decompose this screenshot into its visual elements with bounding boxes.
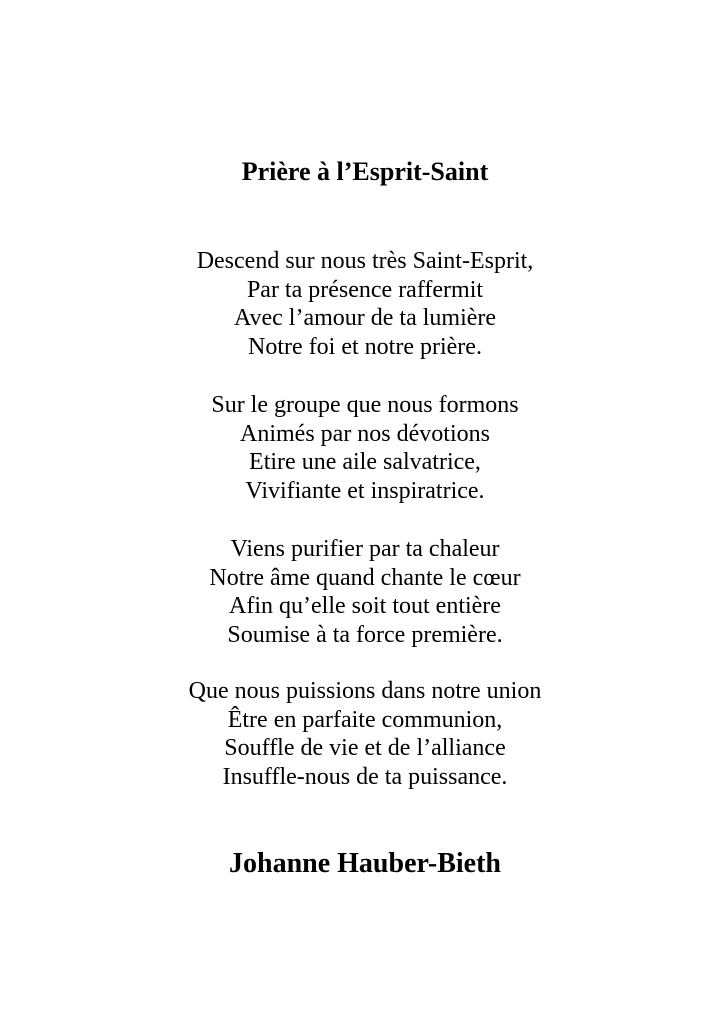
poem-line: Insuffle-nous de ta puissance.: [222, 764, 508, 791]
stanza-2: [0, 391, 723, 506]
poem-title: Prière à l’Esprit-Saint: [241, 157, 489, 186]
poem-line: Être en parfaite communion,: [227, 706, 503, 733]
poem-line: Viens purifier par ta chaleur: [230, 536, 500, 562]
poem-line: Par ta présence raffermit: [246, 276, 484, 303]
poem-line: Soumise à ta force première.: [227, 622, 503, 649]
stanza-3: [0, 535, 723, 650]
poem-line: Descend sur nous très Saint-Esprit,: [196, 248, 534, 274]
stanza-4: [0, 677, 723, 792]
poem-line: Notre âme quand chante le cœur: [209, 564, 521, 591]
poem-line: Que nous puissions dans notre union: [188, 678, 542, 704]
poem-line: Sur le groupe que nous formons: [211, 392, 519, 418]
poem-line: Souffle de vie et de l’alliance: [224, 735, 506, 762]
poem-author: Johanne Hauber-Bieth: [229, 848, 501, 879]
poem-line: Etire une aile salvatrice,: [249, 449, 481, 476]
poem-line: Avec l’amour de ta lumière: [233, 305, 497, 332]
poem-line: Vivifiante et inspiratrice.: [245, 478, 485, 505]
poem-line: Animés par nos dévotions: [240, 420, 490, 447]
poem-line: Afin qu’elle soit tout entière: [229, 593, 501, 620]
poem-line: Notre foi et notre prière.: [248, 334, 482, 361]
stanza-1: [0, 247, 723, 362]
